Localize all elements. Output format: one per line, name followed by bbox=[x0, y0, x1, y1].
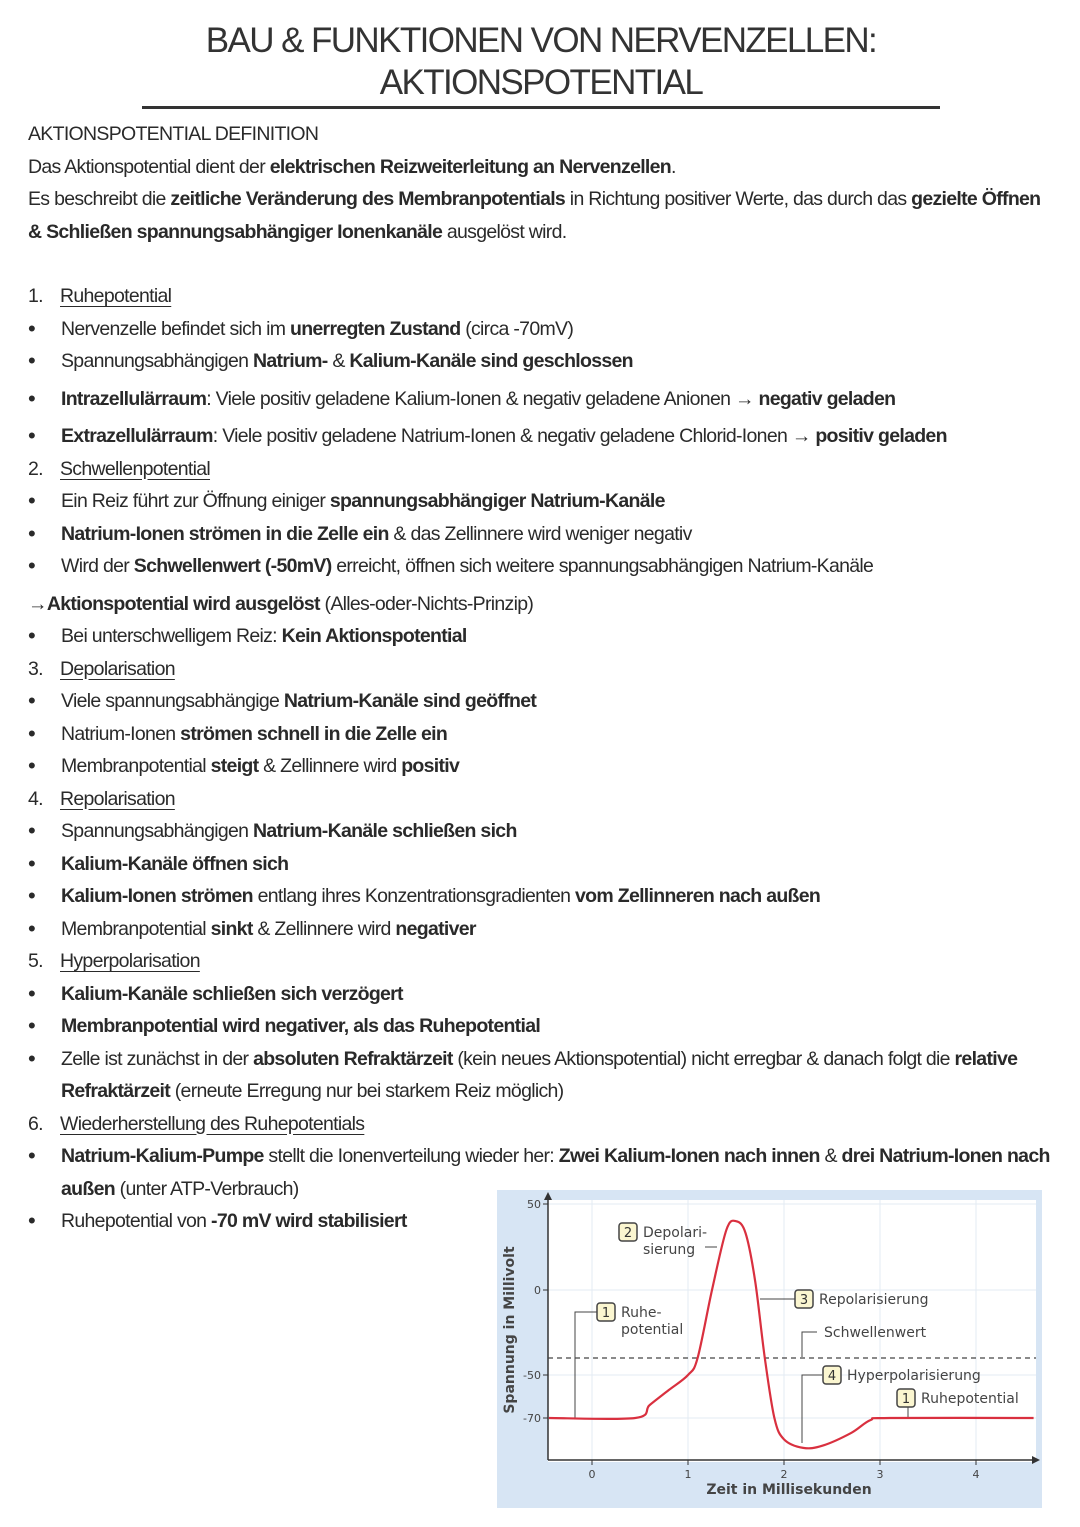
section-title bbox=[28, 280, 171, 313]
text: Membranpotential bbox=[61, 755, 211, 777]
section-heading bbox=[28, 453, 1058, 486]
bullet-item bbox=[28, 1043, 1058, 1108]
bold-text: negativer bbox=[395, 917, 476, 940]
bullet-item bbox=[28, 345, 1058, 378]
step-number: 1 bbox=[901, 1392, 911, 1407]
bold-text: Schwellenwert (-50mV) bbox=[133, 555, 332, 577]
bold-text: Kalium-Kanäle sind geschlossen bbox=[349, 350, 633, 372]
section-title bbox=[28, 945, 200, 978]
section-number: 4. bbox=[28, 787, 43, 810]
result-line bbox=[28, 588, 1058, 621]
page-title: BAU & FUNKTIONEN VON NERVENZELLEN: AKTIONSPOTENTIAL bbox=[142, 20, 940, 109]
bold-text: Natrium-Kalium-Pumpe bbox=[61, 1145, 264, 1167]
annotation-label: Schwellenwert bbox=[824, 1325, 927, 1341]
text: → bbox=[28, 592, 47, 615]
bold-text: Natrium- bbox=[253, 350, 328, 372]
x-tick-label: 3 bbox=[876, 1468, 884, 1481]
section-heading bbox=[28, 653, 1058, 686]
definition-paragraph bbox=[28, 183, 1058, 248]
section-number: 5. bbox=[28, 950, 43, 972]
annotation-label: Hyperpolarisierung bbox=[847, 1368, 981, 1384]
text: erreicht, öffnen sich weitere spannungsabhängigen Natrium-Kanäle bbox=[331, 555, 874, 577]
text: : Viele positiv geladene Kalium-Ionen & negativ geladene Anionen → bbox=[206, 387, 759, 410]
bold-text: Zwei Kalium-Ionen nach innen bbox=[558, 1145, 820, 1167]
section-title-text: Hyperpolarisation bbox=[60, 950, 200, 972]
annotation-ruhe2 bbox=[897, 1389, 1019, 1407]
bold-text: steigt bbox=[210, 755, 259, 777]
bold-text: Kalium-Kanäle schließen sich verzögert bbox=[61, 982, 403, 1005]
bold-text: sinkt bbox=[210, 917, 253, 940]
section-number: 6. bbox=[28, 1112, 43, 1135]
section-number: 2. bbox=[28, 457, 43, 480]
text: Viele spannungsabhängige bbox=[61, 690, 284, 712]
section-number: 1. bbox=[28, 285, 43, 307]
bullet-item bbox=[28, 718, 1058, 751]
text: (circa -70mV) bbox=[460, 317, 574, 340]
section-title bbox=[28, 453, 210, 486]
text: (unter ATP-Verbrauch) bbox=[114, 1177, 299, 1200]
section-heading bbox=[28, 783, 1058, 816]
text: (erneute Erregung nur bei starkem Reiz möglich) bbox=[170, 1080, 564, 1102]
spacer bbox=[28, 248, 1058, 280]
bold-text: Natrium-Kanäle schließen sich bbox=[253, 820, 517, 842]
x-axis-label: Zeit in Millisekunden bbox=[706, 1482, 872, 1498]
bold-text: Kein Aktionspotential bbox=[281, 625, 467, 647]
text: in Richtung positiver Werte, das durch das bbox=[565, 188, 912, 210]
x-tick-label: 4 bbox=[972, 1468, 980, 1481]
bullet-item bbox=[28, 313, 1058, 346]
bullet-item bbox=[28, 420, 1058, 453]
text: Spannungsabhängigen bbox=[61, 350, 254, 372]
bullet-item bbox=[28, 815, 1058, 848]
section-title bbox=[28, 1108, 364, 1141]
y-tick-label: 0 bbox=[534, 1284, 541, 1297]
section-title bbox=[28, 653, 175, 686]
document-body bbox=[28, 118, 1058, 1238]
text: & Zellinnere wird bbox=[258, 755, 402, 777]
bold-text: Extrazellulärraum bbox=[61, 425, 213, 447]
text: Bei unterschwelligem Reiz: bbox=[61, 625, 282, 647]
text: . bbox=[671, 155, 676, 178]
annotation-label: Repolarisierung bbox=[819, 1292, 929, 1308]
text: : Viele positiv geladene Natrium-Ionen & negativ geladene Chlorid-Ionen → bbox=[212, 425, 816, 447]
bold-text: strömen schnell in die Zelle ein bbox=[180, 722, 448, 745]
bold-text: absoluten Refraktärzeit bbox=[253, 1047, 453, 1070]
text: Ruhepotential von bbox=[61, 1210, 212, 1232]
bold-text: gezielte Öffnen & Schließen spannungsabhängiger Ionenkanäle bbox=[28, 188, 1041, 243]
bold-text: vom Zellinneren nach außen bbox=[575, 885, 821, 907]
bullet-item bbox=[28, 880, 1058, 913]
y-tick-label: 50 bbox=[527, 1198, 541, 1211]
bullet-item bbox=[28, 1205, 511, 1238]
text: & Zellinnere wird bbox=[252, 917, 396, 940]
x-tick-label: 2 bbox=[780, 1468, 788, 1481]
text: Membranpotential bbox=[61, 917, 211, 940]
bold-text: Membranpotential wird negativer, als das Ruhepotential bbox=[61, 1015, 541, 1037]
text: Natrium-Ionen bbox=[61, 722, 181, 745]
text: (kein neues Aktionspotential) nicht erregbar & danach folgt die bbox=[452, 1047, 955, 1070]
bold-text: -70 mV wird stabilisiert bbox=[211, 1210, 407, 1232]
definition-heading: AKTIONSPOTENTIAL DEFINITION bbox=[28, 123, 319, 145]
section-heading bbox=[28, 280, 1058, 313]
action-potential-chart bbox=[497, 1190, 1042, 1508]
step-number: 1 bbox=[601, 1306, 611, 1321]
bold-text: relative Refraktärzeit bbox=[61, 1047, 1018, 1102]
definition-paragraph bbox=[28, 151, 1058, 184]
bullet-item bbox=[28, 848, 1058, 881]
text: Zelle ist zunächst in der bbox=[61, 1047, 254, 1070]
text: ausgelöst wird. bbox=[442, 220, 567, 243]
bold-text: positiv geladen bbox=[815, 425, 947, 447]
bold-text: Aktionspotential wird ausgelöst bbox=[46, 592, 320, 615]
bullet-item bbox=[28, 978, 1058, 1011]
text: Spannungsabhängigen bbox=[61, 820, 254, 842]
section-title-text: Ruhepotential bbox=[60, 285, 172, 307]
bullet-item bbox=[28, 1010, 1058, 1043]
section-number: 3. bbox=[28, 657, 43, 680]
bullet-item bbox=[28, 383, 1058, 416]
bullet-item bbox=[28, 620, 1058, 653]
bold-text: drei Natrium-Ionen nach außen bbox=[61, 1145, 1050, 1200]
text: Das Aktionspotential dient der bbox=[28, 155, 270, 178]
x-tick-label: 0 bbox=[588, 1468, 596, 1481]
annotation-label: Ruhepotential bbox=[921, 1391, 1019, 1407]
section-heading bbox=[28, 945, 1058, 978]
text: & bbox=[327, 350, 350, 372]
bold-text: Intrazellulärraum bbox=[61, 387, 207, 410]
step-number: 4 bbox=[827, 1369, 837, 1384]
text: entlang ihres Konzentrationsgradienten bbox=[252, 885, 576, 907]
y-tick-label: -70 bbox=[523, 1412, 541, 1425]
bold-text: Natrium-Ionen strömen in die Zelle ein bbox=[61, 522, 389, 545]
x-tick-label: 1 bbox=[684, 1468, 692, 1481]
bold-text: Kalium-Kanäle öffnen sich bbox=[61, 852, 289, 875]
step-number: 3 bbox=[799, 1293, 809, 1308]
text: stellt die Ionenverteilung wieder her: bbox=[263, 1145, 559, 1167]
text: & bbox=[819, 1145, 842, 1167]
bold-text: spannungsabhängiger Natrium-Kanäle bbox=[329, 490, 665, 512]
bullet-item bbox=[28, 550, 1058, 583]
bold-text: elektrischen Reizweiterleitung an Nervenzellen bbox=[269, 155, 672, 178]
annotation-label: Ruhe- bbox=[621, 1305, 662, 1321]
annotation-hyper bbox=[823, 1366, 981, 1384]
text: Nervenzelle befindet sich im bbox=[61, 317, 290, 340]
section-title-text: Wiederherstellung des Ruhepotentials bbox=[60, 1112, 365, 1135]
step-number: 2 bbox=[623, 1226, 633, 1241]
bullet-item bbox=[28, 913, 1058, 946]
annotation-label-2: sierung bbox=[643, 1242, 696, 1258]
annotation-label-2: potential bbox=[621, 1322, 684, 1338]
text: (Alles-oder-Nichts-Prinzip) bbox=[319, 592, 534, 615]
text: Wird der bbox=[61, 555, 134, 577]
annotation-label: Depolari- bbox=[643, 1225, 708, 1241]
sections bbox=[28, 280, 1058, 1238]
section-heading bbox=[28, 1108, 1058, 1141]
bold-text: zeitliche Veränderung des Membranpotentials bbox=[170, 188, 566, 210]
y-tick-label: -50 bbox=[523, 1369, 541, 1382]
definition-text bbox=[28, 151, 1058, 249]
bold-text: Kalium-Ionen strömen bbox=[61, 885, 253, 907]
text: & das Zellinnere wird weniger negativ bbox=[388, 522, 692, 545]
bold-text: negativ geladen bbox=[758, 387, 896, 410]
y-axis-label: Spannung in Millivolt bbox=[502, 1246, 518, 1414]
bold-text: unerregten Zustand bbox=[289, 317, 461, 340]
section-title bbox=[28, 783, 175, 816]
text: Es beschreibt die bbox=[28, 188, 171, 210]
bold-text: Natrium-Kanäle sind geöffnet bbox=[283, 690, 537, 712]
bullet-item bbox=[28, 750, 1058, 783]
section-title-text: Schwellenpotential bbox=[60, 457, 211, 480]
text: Ein Reiz führt zur Öffnung einiger bbox=[61, 490, 330, 512]
bullet-item bbox=[28, 485, 1058, 518]
annotation-schwelle bbox=[824, 1325, 927, 1341]
bullet-item bbox=[28, 685, 1058, 718]
bullet-item bbox=[28, 518, 1058, 551]
bold-text: positiv bbox=[401, 755, 460, 777]
section-title-text: Depolarisation bbox=[60, 657, 175, 680]
section-title-text: Repolarisation bbox=[60, 787, 175, 810]
